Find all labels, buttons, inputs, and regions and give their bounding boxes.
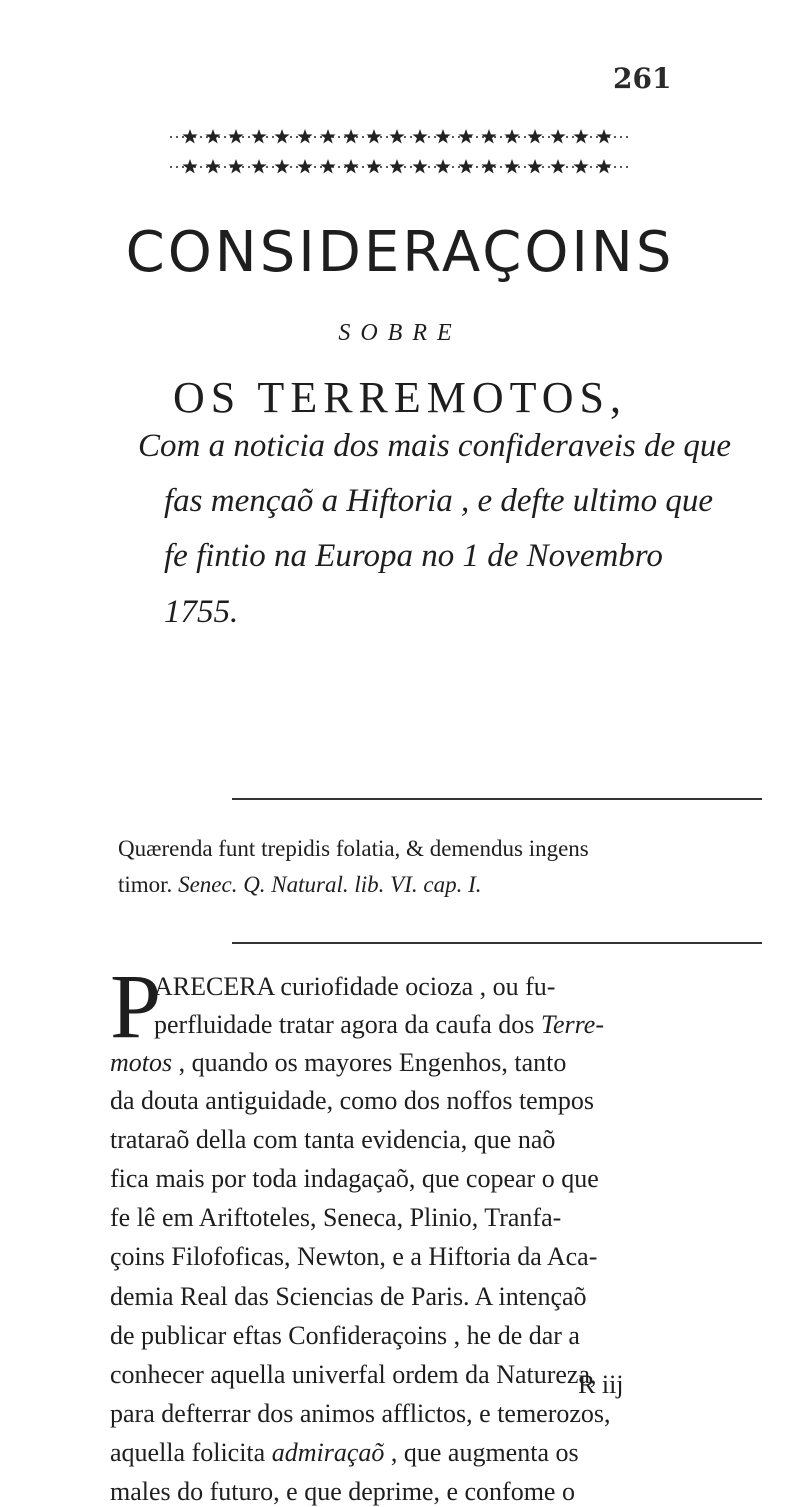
- text-run: ARECERA curiofidade ocioza , ou fu-: [154, 972, 556, 1001]
- divider-top: [232, 798, 762, 800]
- body-line: [110, 1321, 580, 1351]
- ornament-band-icon: [150, 112, 650, 192]
- fleuron-icon: [297, 159, 312, 174]
- description-line: 1755.: [164, 594, 239, 630]
- text-run: çoins Filofoficas, Newton, e a Hiftoria da Aca-: [110, 1242, 598, 1271]
- subtitle-sobre: SOBRE: [338, 320, 462, 346]
- fleuron-icon: [251, 129, 266, 144]
- body-line: [110, 1399, 611, 1429]
- description-line: fas mençaõ a Hiftoria , e defte ultimo que: [164, 483, 713, 519]
- body-line: [110, 1086, 594, 1116]
- text-run: demia Real das Sciencias de Paris. A intençaõ: [110, 1282, 587, 1311]
- text-run: , quando os mayores Engenhos, tanto: [172, 1048, 567, 1077]
- epigraph-line: [118, 872, 481, 898]
- fleuron-icon: [412, 159, 427, 174]
- body-line: [110, 1125, 555, 1155]
- italic-term: Terre-: [540, 1010, 604, 1039]
- epigraph-word: timor.: [118, 872, 173, 897]
- fleuron-icon: [435, 129, 450, 144]
- fleuron-icon: [527, 159, 542, 174]
- description-line: Com a noticia dos mais confideraveis de que: [138, 428, 732, 464]
- fleuron-icon: [573, 129, 588, 144]
- fleuron-icon: [389, 129, 404, 144]
- text-run: conhecer aquella univerfal ordem da Natureza,: [110, 1360, 597, 1389]
- drop-cap: P: [110, 955, 162, 1057]
- text-run: trataraõ della com tanta evidencia, que naõ: [110, 1125, 556, 1154]
- signature-mark: R iij: [578, 1370, 624, 1399]
- body-line: [110, 1282, 587, 1312]
- body-line: [110, 1164, 599, 1194]
- fleuron-icon: [412, 129, 427, 144]
- italic-term: motos: [110, 1048, 173, 1077]
- main-title: CONSIDERAÇOINS: [125, 220, 675, 285]
- text-run: fica mais por toda indagaçaõ, que copear o que: [110, 1164, 599, 1193]
- text-run: , que augmenta os: [384, 1438, 579, 1467]
- fleuron-icon: [251, 159, 266, 174]
- epigraph-line: Quærenda funt trepidis folatia, & demendus ingens: [118, 836, 589, 861]
- description-line: fe fintio na Europa no 1 de Novembro: [164, 538, 663, 574]
- text-run: fe lê em Ariftoteles, Seneca, Plinio, Tranfa-: [110, 1203, 562, 1232]
- fleuron-icon: [550, 129, 565, 144]
- fleuron-icon: [274, 129, 289, 144]
- body-line: [110, 1438, 579, 1468]
- epigraph-citation: Senec. Q. Natural. lib. VI. cap. I.: [178, 872, 482, 897]
- text-run: aquella folicita: [110, 1438, 272, 1467]
- body-line: [110, 1203, 561, 1233]
- text-run: males do futuro, e que deprime, e confome o: [110, 1477, 575, 1506]
- divider-bottom: [232, 942, 762, 944]
- fleuron-icon: [550, 159, 565, 174]
- body-line: [110, 1477, 575, 1507]
- fleuron-icon: [274, 159, 289, 174]
- body-line: [154, 1010, 604, 1040]
- text-run: para defterrar dos animos afflictos, e temerozos,: [110, 1399, 611, 1428]
- text-run: de publicar eftas Confideraçoins , he de dar a: [110, 1321, 580, 1350]
- text-run: perfluidade tratar agora da caufa dos: [154, 1010, 541, 1039]
- page-number: 261: [613, 62, 672, 95]
- fleuron-icon: [573, 159, 588, 174]
- fleuron-icon: [389, 159, 404, 174]
- italic-term: admiraçaõ: [271, 1438, 385, 1467]
- text-run: da douta antiguidade, como dos noffos tempos: [110, 1086, 595, 1115]
- fleuron-icon: [297, 129, 312, 144]
- body-line: [110, 1242, 597, 1272]
- body-line: [154, 972, 555, 1002]
- fleuron-icon: [527, 129, 542, 144]
- body-line: [110, 1360, 597, 1390]
- fleuron-icon: [435, 159, 450, 174]
- subject-title: OS TERREMOTOS,: [172, 373, 627, 422]
- body-line: [110, 1048, 566, 1078]
